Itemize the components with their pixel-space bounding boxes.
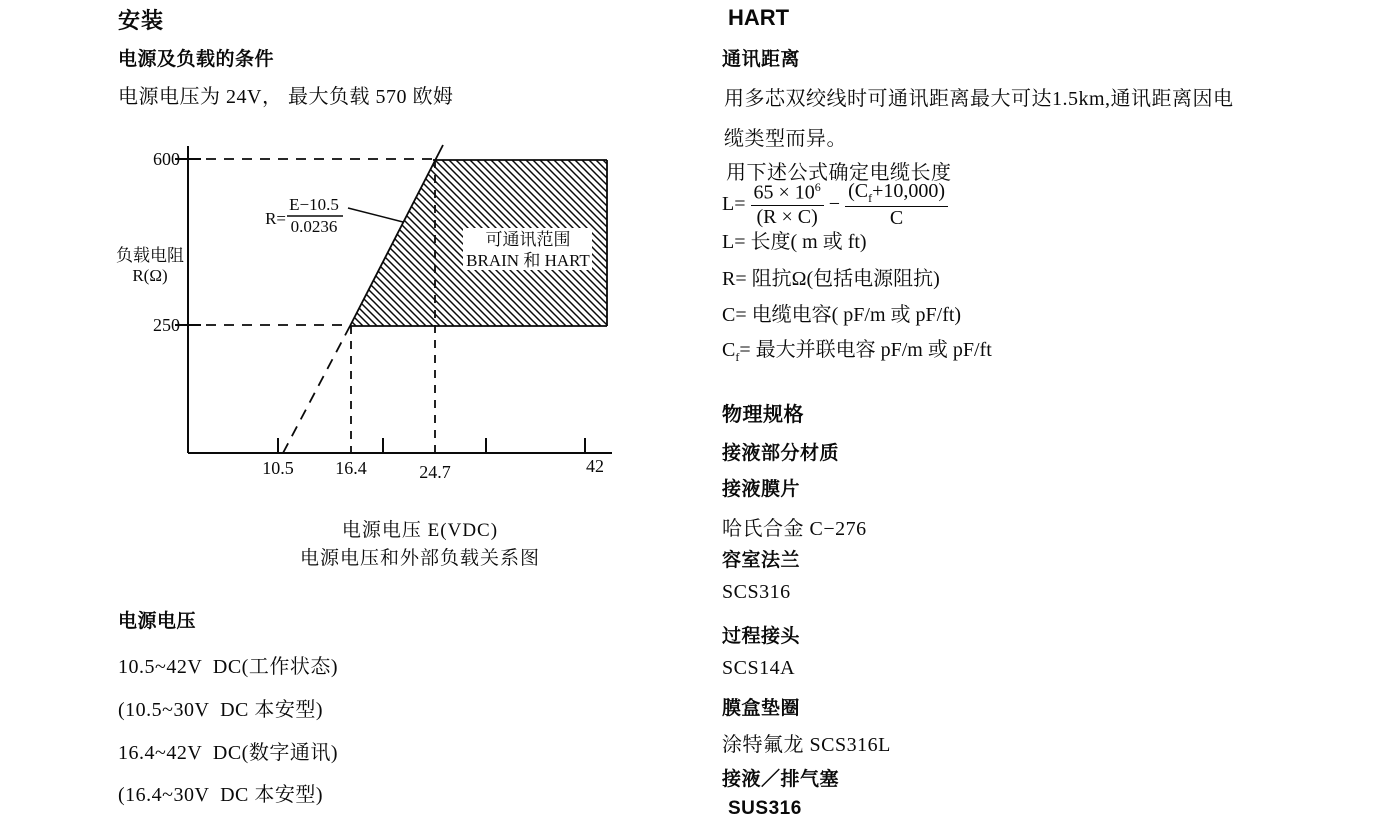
cable-formula-minus: − (828, 193, 841, 216)
cable-formula-intro: 用下述公式确定电缆长度 (726, 162, 952, 184)
definition-Cf (722, 333, 992, 365)
spec-heading-capsule-gasket: 膜盒垫圈 (722, 698, 801, 719)
supply-voltage-line-2: (10.5~30V DC 本安型) (118, 699, 324, 721)
chart-caption-xlabel: 电源电压 E(VDC) (341, 520, 499, 541)
cable-formula-fraction-2 (845, 181, 948, 229)
dashed-slope-extension (283, 326, 350, 453)
definition-R: R= 阻抗Ω(包括电源阻抗) (722, 268, 940, 290)
definition-Cf-text: = 最大并联电容 pF/m 或 pF/ft (739, 339, 992, 361)
spec-heading-diaphragm: 接液膜片 (722, 479, 801, 500)
cable-length-formula (722, 181, 948, 229)
supply-voltage-load-chart (100, 140, 640, 485)
x-tick-label-16-4: 16.4 (335, 458, 367, 478)
supply-voltage-line-3: 16.4~42V DC(数字通讯) (118, 742, 339, 764)
fraction1-numerator: 65 × 10 (753, 182, 815, 205)
hart-title: HART (728, 5, 790, 30)
x-tick-label-24-7: 24.7 (419, 462, 451, 482)
cable-formula-lhs: L= (722, 193, 746, 216)
supply-voltage-line-4: (16.4~30V DC 本安型) (118, 784, 324, 806)
comm-distance-text-line1: 用多芯双绞线时可通讯距离最大可达1.5km,通讯距离因电 (724, 88, 1234, 110)
boundary-formula-denominator: 0.0236 (290, 217, 338, 236)
physical-spec-heading: 物理规格 (722, 404, 804, 426)
spec-heading-cover-flange: 容室法兰 (722, 550, 801, 571)
power-load-conditions-heading: 电源及负载的条件 (118, 49, 275, 70)
power-load-conditions-text: 电源电压为 24V， 最大负载 570 欧姆 (118, 86, 454, 108)
spec-value-drain-vent-plug: SUS316 (728, 798, 802, 819)
fraction2-numerator-post: +10,000) (872, 180, 946, 202)
spec-value-diaphragm: 哈氏合金 C−276 (722, 518, 867, 540)
spec-value-cover-flange: SCS316 (722, 581, 791, 603)
y-axis-label-line2: R(Ω) (132, 266, 168, 285)
fraction2-subscript: f (868, 191, 873, 205)
boundary-formula-lhs: R= (265, 209, 286, 228)
fraction1-denominator: (R × C) (756, 206, 818, 229)
definition-L: L= 长度( m 或 ft) (722, 231, 867, 253)
spec-heading-process-connector: 过程接头 (722, 626, 801, 647)
spec-heading-wetted-parts: 接液部分材质 (722, 443, 840, 464)
page-title: 安装 (118, 8, 165, 33)
spec-value-capsule-gasket: 涂特氟龙 SCS316L (722, 734, 891, 756)
fraction1-exponent: 6 (814, 180, 821, 195)
region-label-line2: BRAIN 和 HART (466, 251, 590, 270)
y-axis-label-line1: 负载电阻 (116, 246, 184, 265)
comm-distance-text-line2: 缆类型而异。 (724, 128, 847, 150)
definition-Cf-symbol: C (722, 339, 736, 361)
supply-voltage-heading: 电源电压 (118, 611, 197, 632)
definition-Cf-subscript: f (735, 350, 740, 364)
x-tick-label-42: 42 (586, 456, 604, 476)
cable-formula-fraction-1 (751, 181, 824, 228)
region-label-line1: 可通讯范围 (485, 230, 571, 249)
chart-caption-title: 电源电压和外部负载关系图 (299, 548, 540, 569)
x-tick-label-10-5: 10.5 (262, 458, 294, 478)
spec-heading-drain-vent-plug: 接液／排气塞 (722, 769, 840, 790)
formula-leader-line (348, 208, 403, 222)
spec-value-process-connector: SCS14A (722, 657, 796, 679)
y-tick-label-250: 250 (153, 315, 180, 335)
fraction2-denominator: C (889, 206, 904, 229)
fraction2-numerator-pre: (C (848, 180, 869, 202)
boundary-formula-numerator: E−10.5 (289, 195, 339, 214)
supply-voltage-line-1: 10.5~42V DC(工作状态) (118, 656, 339, 678)
definition-C: C= 电缆电容( pF/m 或 pF/ft) (722, 304, 962, 326)
comm-distance-heading: 通讯距离 (722, 49, 801, 70)
y-tick-label-600: 600 (153, 149, 180, 169)
